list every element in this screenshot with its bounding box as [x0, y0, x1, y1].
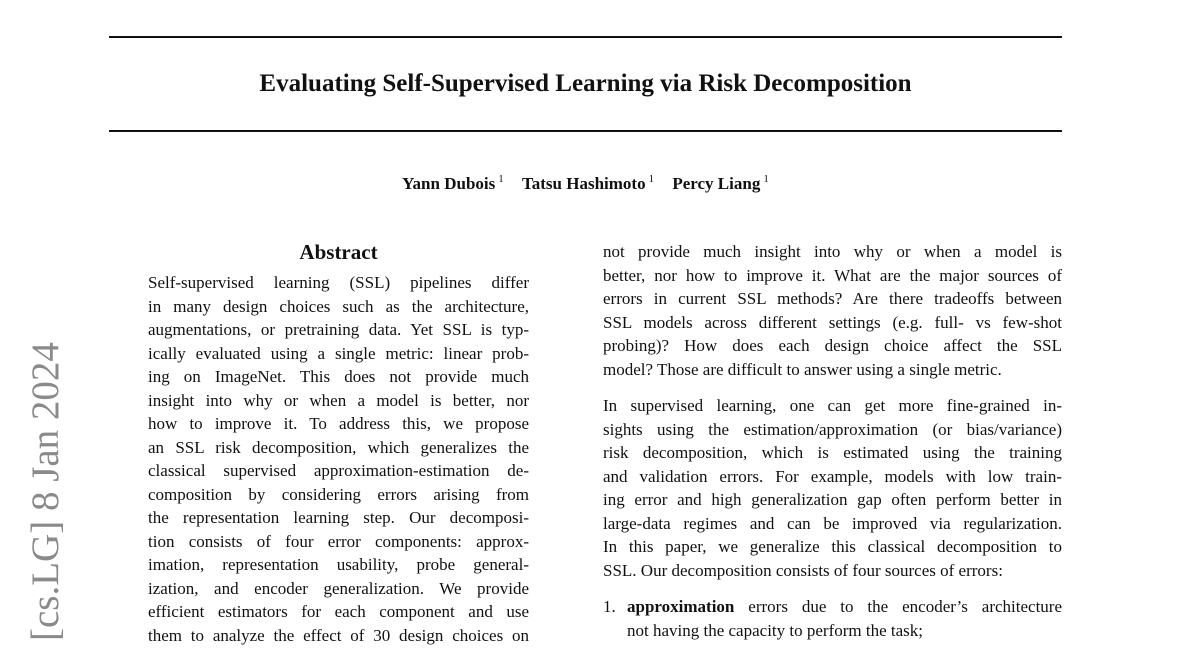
author — [672, 174, 768, 193]
list-item — [603, 595, 1062, 642]
text-line — [627, 595, 1062, 619]
text-line: large-data regimes and can be improved via regularization. — [603, 513, 1062, 533]
abstract-line: Self-supervised learning (SSL) pipelines differ — [148, 273, 529, 292]
abstract-section — [148, 238, 529, 647]
text-line: In supervised learning, one can get more fine-grained in- — [603, 396, 1062, 415]
list-text: errors due to the encoder’s architecture — [734, 597, 1062, 616]
text-line: SSL models across different settings (e.g. full- vs few-shot — [603, 312, 1062, 332]
abstract-line: in many design choices such as the architecture, — [148, 296, 529, 316]
abstract-line: ically evaluated using a single metric: linear prob- — [148, 343, 529, 363]
text-line: ing error and high generalization gap often perform better in — [603, 490, 1062, 509]
author-list — [109, 173, 1062, 195]
abstract-line: tion consists of four error components: approx- — [148, 531, 529, 551]
abstract-line: composition by considering errors arising from — [148, 484, 529, 504]
abstract-line: the representation learning step. Our decomposi- — [148, 508, 529, 527]
text-line: not provide much insight into why or when a model is — [603, 242, 1062, 261]
abstract-line: ization, and encoder generalization. We provide — [148, 578, 529, 598]
list-term: approximation — [627, 597, 735, 616]
text-line: not having the capacity to perform the task; — [627, 620, 923, 640]
text-line: better, nor how to improve it. What are the major sources of — [603, 265, 1062, 285]
abstract-line: how to improve it. To address this, we propose — [148, 414, 529, 433]
paper-title: Evaluating Self-Supervised Learning via Risk Decomposition — [259, 70, 912, 97]
text-line: In this paper, we generalize this classical decomposition to — [603, 537, 1062, 556]
abstract-line: augmentations, or pretraining data. Yet SSL is typ- — [148, 320, 529, 339]
text-line: SSL. Our decomposition consists of four sources of errors: — [603, 560, 1003, 580]
abstract-line: imation, representation usability, probe general- — [148, 555, 529, 574]
paragraph — [603, 394, 1062, 582]
abstract-line: classical supervised approximation-estimation de- — [148, 461, 529, 480]
text-line: sights using the estimation/approximation (or bias/variance) — [603, 419, 1062, 439]
author-name: Yann Dubois — [402, 174, 496, 193]
author-name: Percy Liang — [672, 174, 761, 193]
abstract-line: efficient estimators for each component and use — [148, 602, 529, 621]
author-affiliation: 1 — [648, 173, 655, 186]
abstract-body — [148, 271, 529, 647]
arxiv-stamp: [cs.LG] 8 Jan 2024 — [24, 342, 67, 641]
abstract-line: insight into why or when a model is better, nor — [148, 390, 529, 410]
abstract-line: an SSL risk decomposition, which generalizes the — [148, 437, 529, 457]
text-line: probing)? How does each design choice affect the SSL — [603, 336, 1062, 355]
abstract-heading: Abstract — [299, 240, 378, 264]
list-number: 1. — [603, 597, 616, 616]
author-affiliation: 1 — [763, 173, 769, 186]
text-line: risk decomposition, which is estimated using the training — [603, 443, 1062, 462]
text-line: errors in current SSL methods? Are there tradeoffs between — [603, 289, 1062, 308]
author — [402, 174, 504, 193]
title-rule-top — [109, 36, 1062, 38]
text-line: model? Those are difficult to answer using a single metric. — [603, 359, 1002, 379]
author — [522, 174, 654, 193]
text-line: and validation errors. For example, models with low train- — [603, 466, 1062, 486]
abstract-line: ing on ImageNet. This does not provide much — [148, 367, 529, 386]
author-name: Tatsu Hashimoto — [521, 174, 646, 193]
abstract-line: them to analyze the effect of 30 design choices on — [148, 625, 529, 645]
title-rule-bottom — [109, 130, 1062, 132]
intro-column — [603, 240, 1062, 642]
author-affiliation: 1 — [498, 173, 504, 186]
paragraph — [603, 240, 1062, 381]
